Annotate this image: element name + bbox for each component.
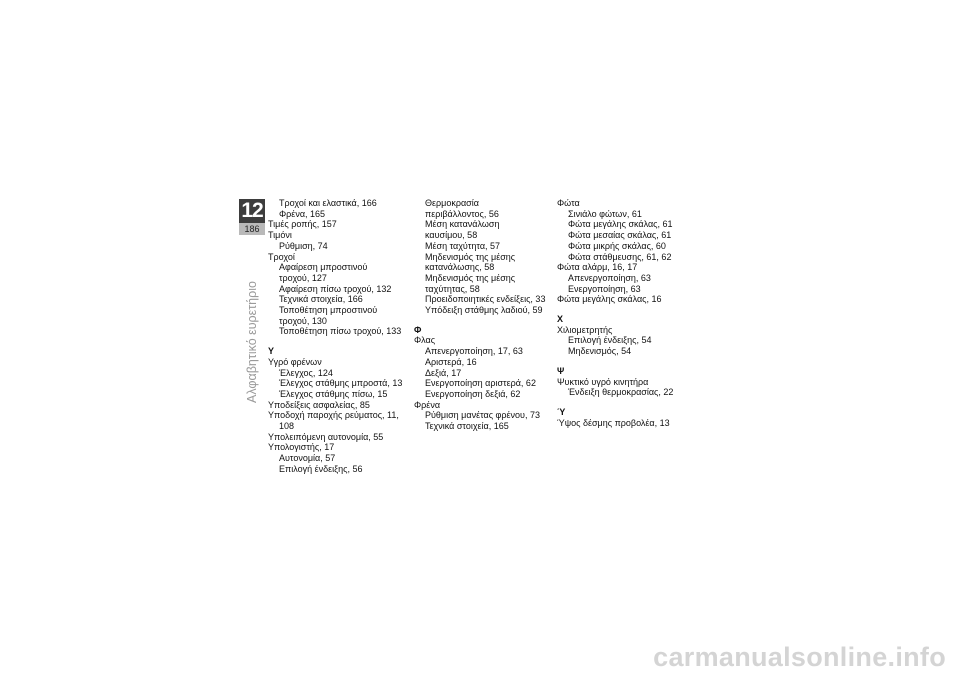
index-letter-heading: Χ — [557, 314, 564, 325]
index-subentry: Απενεργοποίηση, 17, 63 — [425, 346, 523, 357]
index-subentry: 108 — [279, 421, 295, 432]
index-subentry: Μέση ταχύτητα, 57 — [425, 240, 501, 251]
index-subentry: Μηδενισμός της μέσης — [425, 251, 516, 262]
index-subentry: Δεξιά, 17 — [425, 367, 462, 378]
index-entry: Υπολογιστής, 17 — [268, 442, 335, 453]
index-entry: Φρένα — [414, 399, 441, 410]
index-subentry: Μηδενισμός, 54 — [568, 346, 632, 357]
index-subentry: περιβάλλοντος, 56 — [425, 208, 499, 219]
index-subentry: Φρένα, 165 — [279, 208, 326, 219]
index-subentry: Έλεγχος στάθμης πίσω, 15 — [279, 388, 388, 399]
index-subentry: Μηδενισμός της μέσης — [425, 272, 516, 283]
index-subentry: Προειδοποιητικές ενδείξεις, 33 — [425, 294, 546, 305]
index-subentry: Επιλογή ένδειξης, 56 — [279, 463, 363, 474]
index-subentry: Επιλογή ένδειξης, 54 — [568, 335, 652, 346]
index-letter-heading: Φ — [414, 324, 422, 335]
index-entry: Φλας — [414, 335, 436, 346]
index-subentry: τροχού, 130 — [279, 315, 327, 326]
index-entry: Φώτα αλάρμ, 16, 17 — [557, 262, 638, 273]
index-subentry: Ενεργοποίηση αριστερά, 62 — [425, 378, 536, 389]
index-subentry: Αριστερά, 16 — [425, 356, 477, 367]
index-subentry: ταχύτητας, 58 — [425, 283, 480, 294]
index-subentry: Τοποθέτηση πίσω τροχού, 133 — [279, 326, 402, 337]
index-subentry: Τοποθέτηση μπροστινού — [279, 305, 378, 316]
index-entry: Υπολειπόμενη αυτονομία, 55 — [268, 431, 384, 442]
index-subentry: τροχού, 127 — [279, 272, 327, 283]
index-column-1 — [268, 198, 418, 475]
index-entry: Τιμές ροπής, 157 — [268, 219, 337, 230]
chapter-number: 12 — [241, 199, 263, 222]
index-entry: Ύψος δέσμης προβολέα, 13 — [557, 417, 670, 428]
index-subentry: Τροχοί και ελαστικά, 166 — [279, 198, 377, 208]
index-entry: Υγρό φρένων — [268, 356, 322, 367]
page-number: 186 — [239, 223, 265, 235]
index-subentry: Ενεργοποίηση δεξιά, 62 — [425, 388, 521, 399]
index-subentry: Έλεγχος στάθμης μπροστά, 13 — [279, 378, 403, 389]
index-subentry: Φώτα στάθμευσης, 61, 62 — [568, 251, 672, 262]
index-entry: Χιλιομετρητής — [557, 324, 613, 335]
index-letter-heading: Υ — [268, 346, 275, 357]
index-entry: Υποδείξεις ασφαλείας, 85 — [268, 399, 370, 410]
index-subentry: Τεχνικά στοιχεία, 166 — [279, 294, 363, 305]
index-letter-heading: Ύ — [557, 406, 566, 417]
index-subentry: Υπόδειξη στάθμης λαδιού, 59 — [425, 305, 543, 316]
index-subentry: Φώτα μεγάλης σκάλας, 61 — [568, 219, 673, 230]
index-subentry: καυσίμου, 58 — [425, 230, 478, 241]
index-subentry: Ένδειξη θερμοκρασίας, 22 — [568, 387, 674, 398]
index-subentry: Φώτα μικρής σκάλας, 60 — [568, 240, 666, 251]
index-subentry: Μέση κατανάλωση — [425, 219, 500, 230]
index-subentry: Ενεργοποίηση, 63 — [568, 283, 641, 294]
index-subentry: Τεχνικά στοιχεία, 165 — [425, 421, 509, 432]
index-column-3 — [557, 198, 707, 428]
index-letter-heading: Ψ — [557, 365, 565, 376]
index-entry: Τιμόνι — [268, 230, 292, 241]
index-subentry: Φώτα μεσαίας σκάλας, 61 — [568, 230, 672, 241]
index-subentry: Αφαίρεση πίσω τροχού, 132 — [279, 283, 392, 294]
index-entry: Φώτα — [557, 198, 580, 208]
watermark: carmanualsonline.info — [653, 642, 946, 672]
index-entry: Ψυκτικό υγρό κινητήρα — [557, 376, 649, 387]
index-subentry: Σινιάλο φώτων, 61 — [568, 208, 642, 219]
index-subentry: Έλεγχος, 124 — [279, 367, 333, 378]
index-subentry: Απενεργοποίηση, 63 — [568, 272, 651, 283]
index-entry: Τροχοί — [268, 251, 295, 262]
section-side-title: Αλφαβητικό ευρετήριο — [245, 281, 259, 403]
index-subentry: Αφαίρεση μπροστινού — [279, 262, 368, 273]
index-subentry: Αυτονομία, 57 — [279, 453, 336, 464]
index-subentry: Θερμοκρασία — [425, 198, 479, 208]
index-entry: Υποδοχή παροχής ρεύματος, 11, — [268, 410, 399, 421]
chapter-tab — [239, 199, 265, 235]
index-subentry: Ρύθμιση, 74 — [279, 240, 328, 251]
index-entry: Φώτα μεγάλης σκάλας, 16 — [557, 294, 662, 305]
index-column-2 — [414, 198, 564, 432]
index-subentry: Ρύθμιση μανέτας φρένου, 73 — [425, 410, 540, 421]
index-subentry: κατανάλωσης, 58 — [425, 262, 495, 273]
